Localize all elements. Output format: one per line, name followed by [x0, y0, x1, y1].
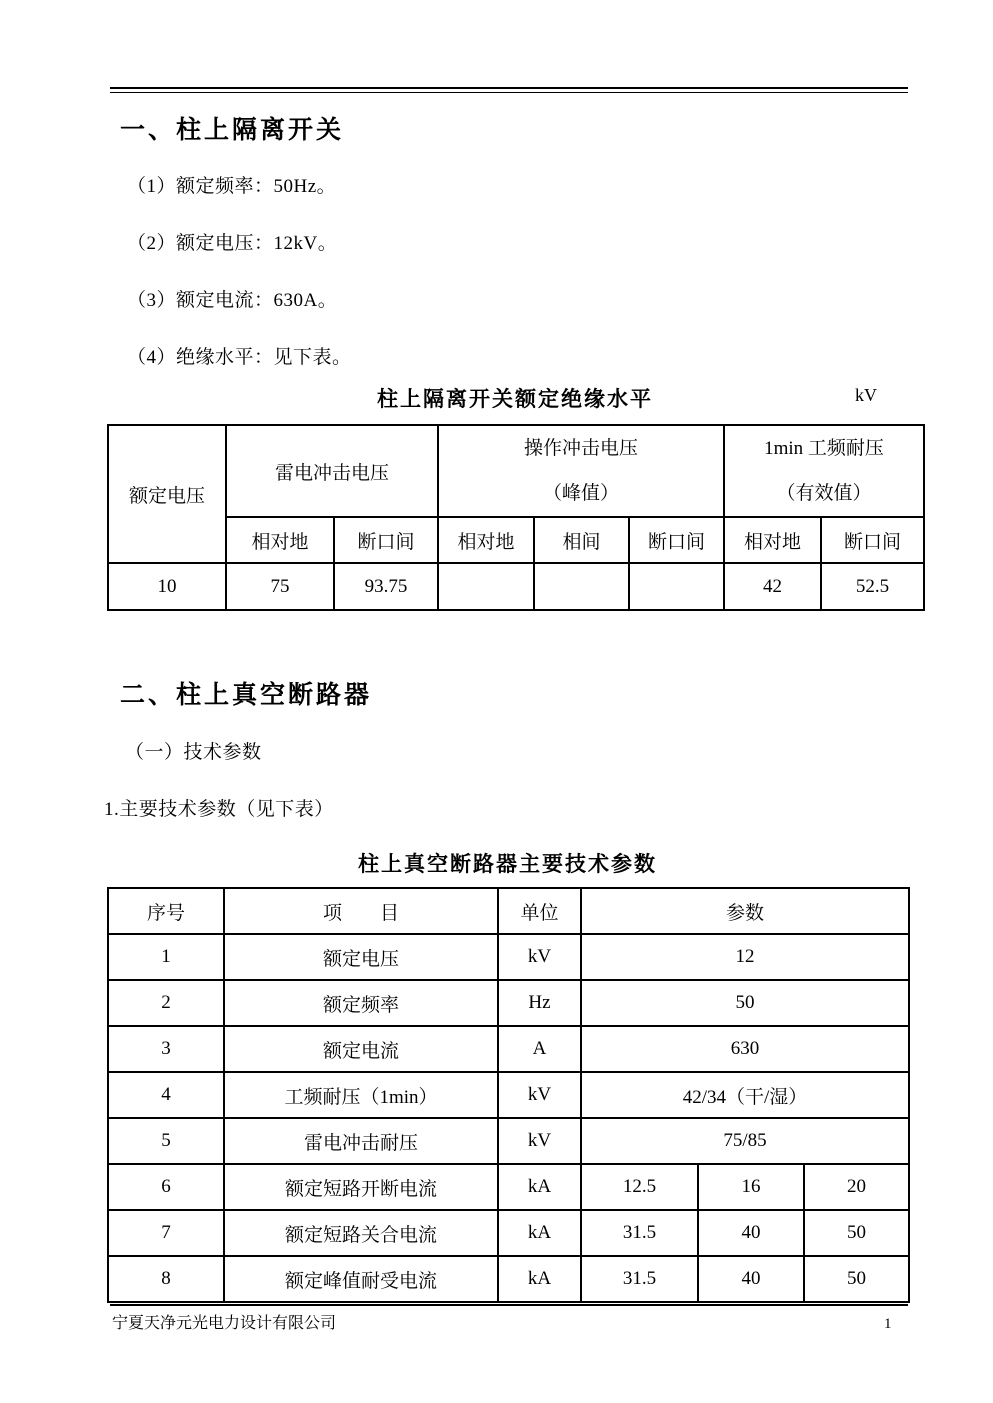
table2-cell-value: 75/85 — [581, 1118, 909, 1164]
table1-cell: 10 — [108, 563, 226, 610]
table1-subheader: 相对地 — [724, 517, 821, 563]
table2-cell-value: 42/34（干/湿） — [581, 1072, 909, 1118]
table2-cell-no: 3 — [108, 1026, 224, 1072]
table2-cell-unit: kV — [498, 1072, 581, 1118]
table1-cell — [438, 563, 534, 610]
table2-cell-value: 16 — [698, 1164, 804, 1210]
table2-cell-value: 12 — [581, 934, 909, 980]
table1-subheader: 相对地 — [226, 517, 334, 563]
table-row — [108, 1210, 909, 1256]
list-item-voltage: （2）额定电压：12kV。 — [127, 233, 338, 254]
table-row — [108, 1118, 909, 1164]
table2-cell-value: 31.5 — [581, 1210, 698, 1256]
table1-cell — [629, 563, 724, 610]
table2-cell-unit: kA — [498, 1210, 581, 1256]
footer-page-number: 1 — [884, 1316, 892, 1332]
table2-caption — [107, 848, 908, 878]
table2-cell-unit: kV — [498, 1118, 581, 1164]
table2-cell-item: 额定短路关合电流 — [224, 1210, 498, 1256]
table2-cell-value: 12.5 — [581, 1164, 698, 1210]
table1-header-pf-line1: 1min 工频耐压 — [764, 438, 884, 459]
table2-cell-item: 额定短路开断电流 — [224, 1164, 498, 1210]
table2-cell-value: 40 — [698, 1210, 804, 1256]
table2-cell-value: 50 — [804, 1256, 909, 1302]
technical-parameters-table — [107, 887, 910, 1303]
footer-company-name: 宁夏天净元光电力设计有限公司 — [112, 1315, 337, 1332]
table1-cell — [534, 563, 629, 610]
table2-cell-no: 2 — [108, 980, 224, 1026]
table2-header-unit: 单位 — [498, 888, 581, 934]
table1-cell: 93.75 — [334, 563, 438, 610]
table1-header-switching-line2: （峰值） — [543, 483, 620, 504]
table2-cell-unit: kA — [498, 1164, 581, 1210]
table2-header-item: 项 目 — [224, 888, 498, 934]
table2-cell-unit: Hz — [498, 980, 581, 1026]
table1-header-lightning-impulse: 雷电冲击电压 — [226, 425, 438, 517]
table2-cell-no: 6 — [108, 1164, 224, 1210]
table1-header-row-1 — [108, 425, 924, 517]
table2-cell-value: 31.5 — [581, 1256, 698, 1302]
table1-subheader: 相对地 — [438, 517, 534, 563]
table1-header-power-frequency — [724, 425, 924, 517]
section2-numbered-line: 1.主要技术参数（见下表） — [104, 799, 334, 820]
table1-unit-label: kV — [855, 385, 877, 405]
table1-subheader: 断口间 — [334, 517, 438, 563]
section2-subheading: （一）技术参数 — [125, 742, 262, 763]
table1-subheader: 相间 — [534, 517, 629, 563]
table2-cell-no: 5 — [108, 1118, 224, 1164]
table-row — [108, 980, 909, 1026]
table-row — [108, 1164, 909, 1210]
table2-cell-item: 工频耐压（1min） — [224, 1072, 498, 1118]
table2-cell-item: 额定峰值耐受电流 — [224, 1256, 498, 1302]
table1-cell: 52.5 — [821, 563, 924, 610]
section1-heading: 一、柱上隔离开关 — [120, 117, 345, 144]
table2-header-value: 参数 — [581, 888, 909, 934]
table1-subheader: 断口间 — [629, 517, 724, 563]
table1-subheader: 断口间 — [821, 517, 924, 563]
table-row — [108, 1026, 909, 1072]
header-divider — [110, 87, 908, 93]
table2-cell-item: 额定电流 — [224, 1026, 498, 1072]
table-row — [108, 1072, 909, 1118]
footer-divider — [110, 1304, 908, 1306]
table2-title: 柱上真空断路器主要技术参数 — [358, 852, 657, 876]
table2-cell-value: 630 — [581, 1026, 909, 1072]
table2-cell-item: 雷电冲击耐压 — [224, 1118, 498, 1164]
table1-data-row — [108, 563, 924, 610]
table1-header-rated-voltage: 额定电压 — [108, 425, 226, 563]
table1-cell: 75 — [226, 563, 334, 610]
table2-cell-no: 1 — [108, 934, 224, 980]
table2-cell-no: 4 — [108, 1072, 224, 1118]
list-item-insulation: （4）绝缘水平：见下表。 — [127, 347, 352, 368]
table2-cell-unit: A — [498, 1026, 581, 1072]
table2-header-row — [108, 888, 909, 934]
table2-cell-no: 7 — [108, 1210, 224, 1256]
list-item-current: （3）额定电流：630A。 — [127, 290, 338, 311]
table2-cell-value: 50 — [804, 1210, 909, 1256]
table1-caption — [107, 383, 923, 413]
table-row — [108, 934, 909, 980]
table1-header-switching-impulse — [438, 425, 724, 517]
table2-cell-value: 20 — [804, 1164, 909, 1210]
table2-cell-unit: kA — [498, 1256, 581, 1302]
table2-cell-unit: kV — [498, 934, 581, 980]
table1-header-switching-line1: 操作冲击电压 — [524, 438, 639, 459]
table2-header-no: 序号 — [108, 888, 224, 934]
table2-cell-item: 额定电压 — [224, 934, 498, 980]
table1-cell: 42 — [724, 563, 821, 610]
table-row — [108, 1256, 909, 1302]
table2-cell-no: 8 — [108, 1256, 224, 1302]
table1-header-pf-line2: （有效值） — [776, 483, 872, 504]
list-item-frequency: （1）额定频率：50Hz。 — [127, 176, 337, 197]
table2-cell-value: 50 — [581, 980, 909, 1026]
table2-cell-item: 额定频率 — [224, 980, 498, 1026]
insulation-level-table — [107, 424, 925, 611]
section2-heading: 二、柱上真空断路器 — [120, 682, 373, 709]
table2-cell-value: 40 — [698, 1256, 804, 1302]
table1-header-row-2 — [108, 517, 924, 563]
table1-title: 柱上隔离开关额定绝缘水平 — [377, 387, 653, 411]
